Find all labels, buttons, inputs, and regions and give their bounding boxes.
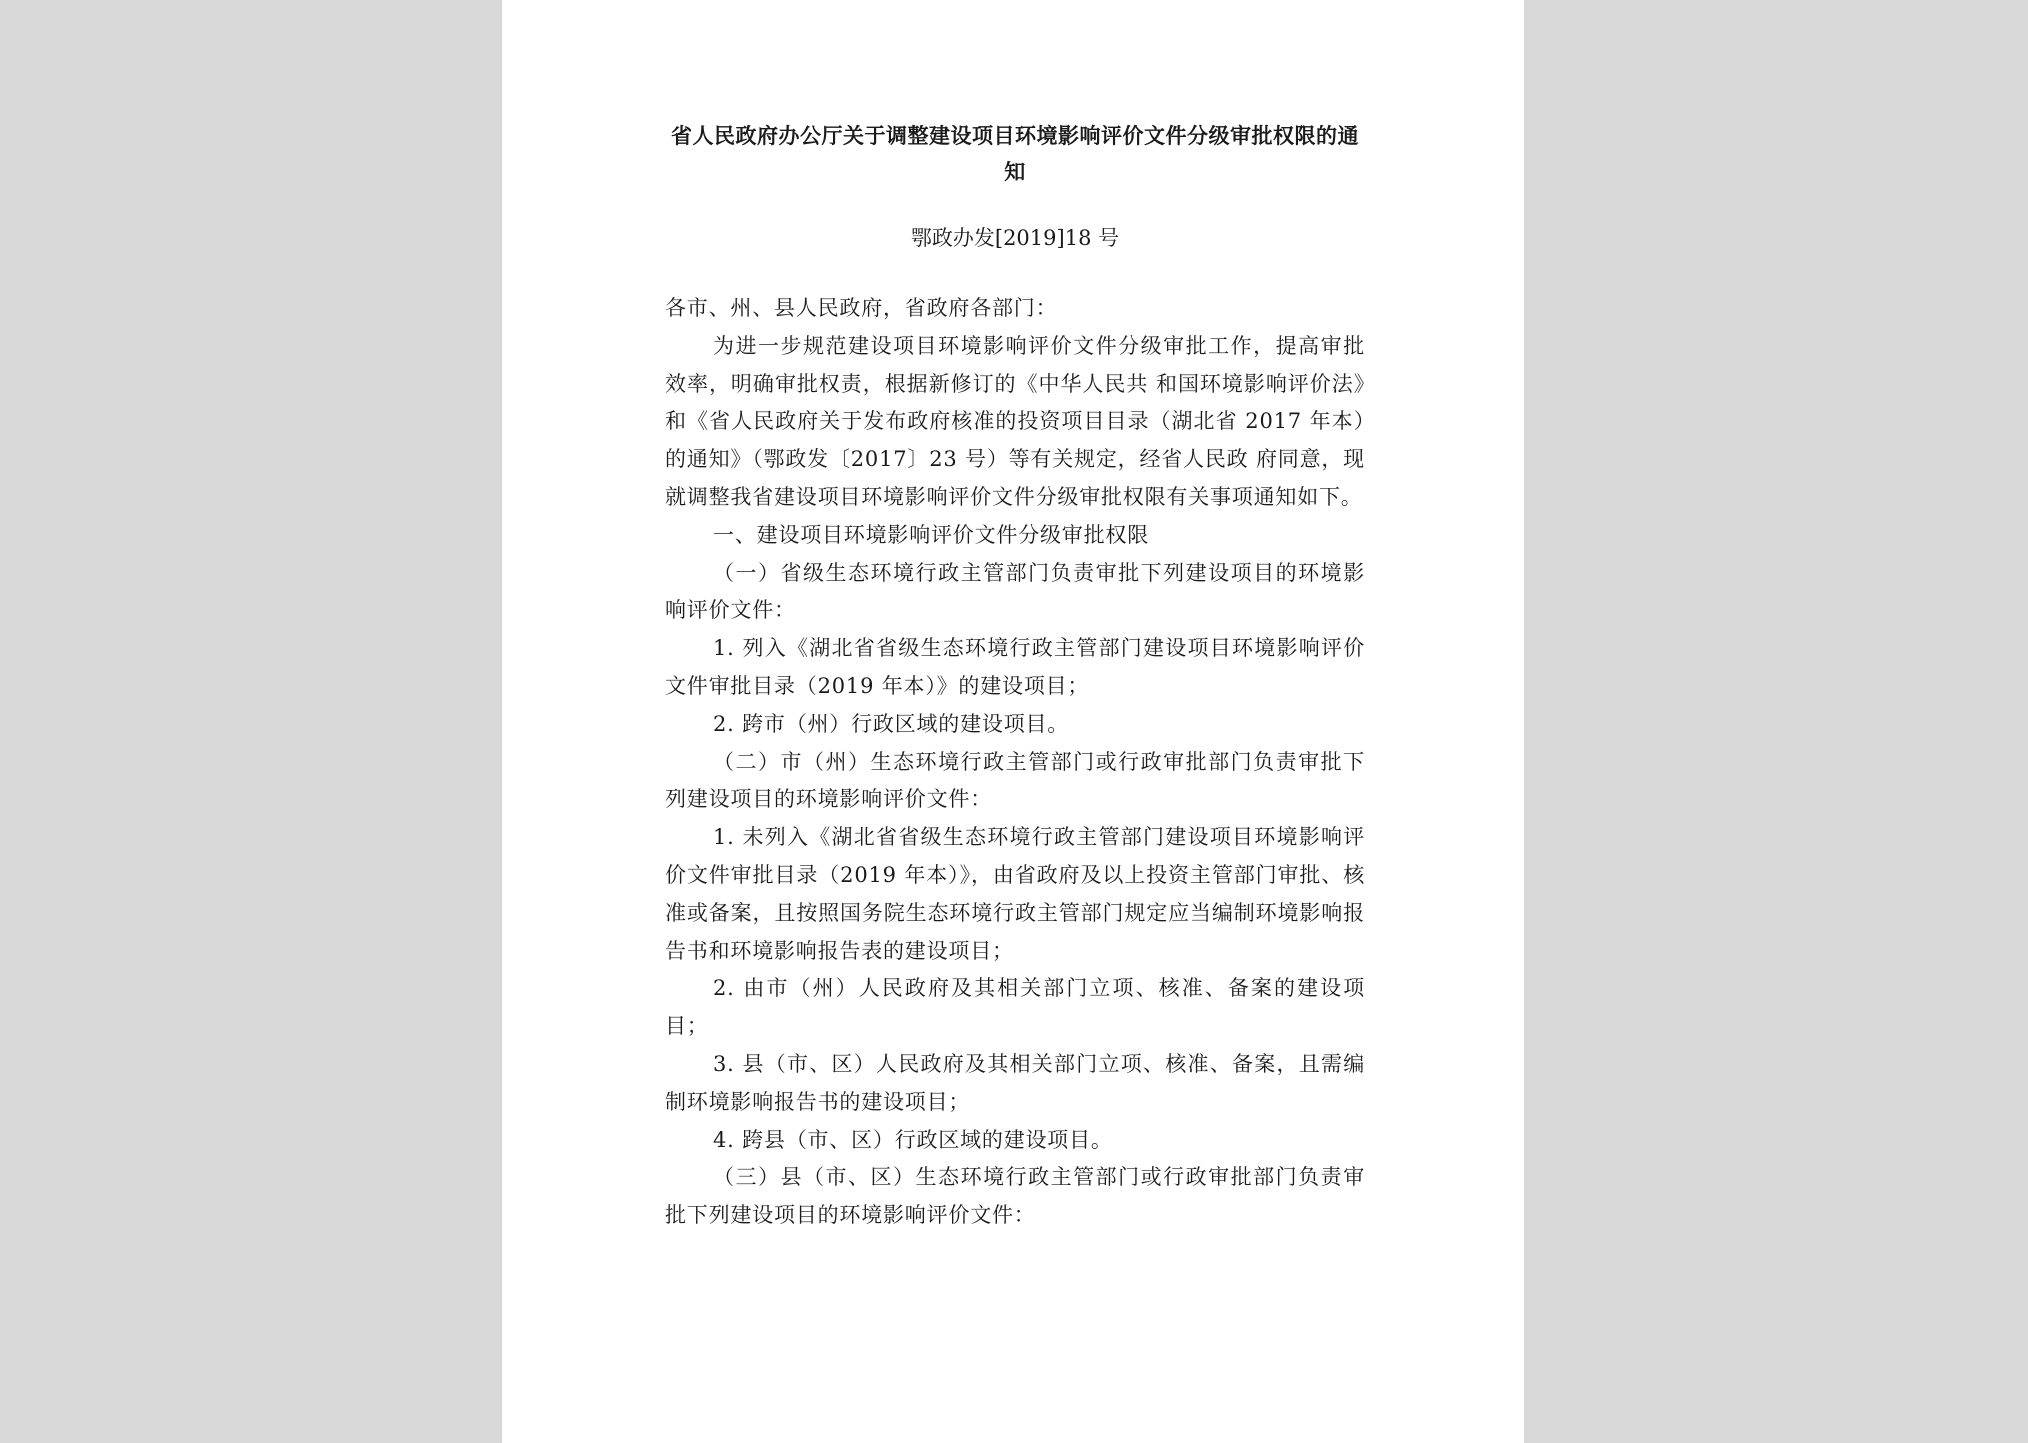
document-page bbox=[502, 0, 1524, 1443]
subsection-1: （一）省级生态环境行政主管部门负责审批下列建设项目的环境影响评价文件： bbox=[665, 560, 1365, 623]
list-item: 1. 列入《湖北省省级生态环境行政主管部门建设项目环境影响评价文件审批目录（2019 年本）》的建设项目； bbox=[665, 636, 1365, 698]
list-item: 2. 跨市（州）行政区域的建设项目。 bbox=[713, 711, 1070, 736]
list-item: 2. 由市（州）人民政府及其相关部门立项、核准、备案的建设项目； bbox=[665, 976, 1365, 1039]
subsection-3: （三）县（市、区）生态环境行政主管部门或行政审批部门负责审批下列建设项目的环境影响评价文件： bbox=[665, 1165, 1365, 1228]
list-item: 3. 县（市、区）人民政府及其相关部门立项、核准、备案，且需编制环境影响报告书的建设项目； bbox=[665, 1051, 1365, 1114]
subsection-2: （二）市（州）生态环境行政主管部门或行政审批部门负责审批下列建设项目的环境影响评价文件： bbox=[665, 749, 1365, 812]
document-title: 省人民政府办公厅关于调整建设项目环境影响评价文件分级审批权限的通知 bbox=[671, 124, 1359, 184]
list-item: 4. 跨县（市、区）行政区域的建设项目。 bbox=[713, 1127, 1113, 1152]
document-number: 鄂政办发[2019]18 号 bbox=[910, 226, 1120, 250]
paragraph-intro: 为进一步规范建设项目环境影响评价文件分级审批工作，提高审批效率，明确审批权责，根据新修订的《中华人民共 和国环境影响评价法》和《省人民政府关于发布政府核准的投资项目目录（湖北省 2017 年本）的通知》（鄂政发〔2017〕23 号）等有关规定，经省人民政 府同意，现就调整我省建设项目环境影响评价文件分级审批权限有关事项通知如下。 bbox=[665, 333, 1365, 509]
list-item: 1. 未列入《湖北省省级生态环境行政主管部门建设项目环境影响评价文件审批目录（2019 年本）》，由省政府及以上投资主管部门审批、核准或备案，且按照国务院生态环境行政主管部门规定应当编制环境影响报告书和环境影响报告表的建设项目； bbox=[665, 825, 1365, 963]
document-body bbox=[665, 118, 1365, 1235]
salutation: 各市、州、县人民政府，省政府各部门： bbox=[665, 296, 1058, 320]
section-heading-1: 一、建设项目环境影响评价文件分级审批权限 bbox=[713, 522, 1149, 547]
